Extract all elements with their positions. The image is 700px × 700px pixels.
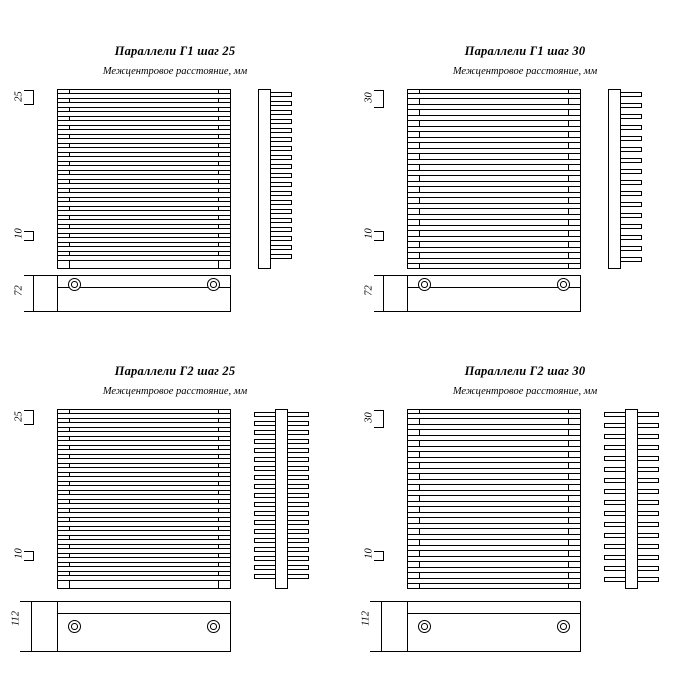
dimension-label: 10 xyxy=(13,228,25,239)
dimension-label: 112 xyxy=(360,611,372,626)
panel-subtitle: Межцентровое расстояние, мм xyxy=(102,386,248,397)
dimension-label: 30 xyxy=(363,412,375,423)
connector-circle xyxy=(418,620,431,633)
connector-circle xyxy=(68,278,81,291)
dimension-label: 112 xyxy=(10,611,22,626)
dimension-label: 10 xyxy=(363,228,375,239)
panel-title: Параллели Г1 шаг 30 xyxy=(464,44,586,58)
panel-subtitle: Межцентровое расстояние, мм xyxy=(102,66,248,77)
dimension-label: 30 xyxy=(363,92,375,103)
connector-circle xyxy=(418,278,431,291)
panel-g1-25 xyxy=(0,0,350,350)
front-view xyxy=(407,89,581,269)
plan-view xyxy=(407,601,581,651)
connector-circle xyxy=(557,278,570,291)
front-view xyxy=(57,89,231,269)
dimension-label: 72 xyxy=(13,285,25,296)
dimension-label: 10 xyxy=(13,548,25,559)
dimension-label: 72 xyxy=(363,285,375,296)
dimension-label: 25 xyxy=(13,91,25,102)
panel-subtitle: Межцентровое расстояние, мм xyxy=(452,386,598,397)
connector-circle xyxy=(68,620,81,633)
front-view xyxy=(407,409,581,589)
dimension-label: 10 xyxy=(363,548,375,559)
plan-view xyxy=(57,601,231,651)
panel-g2-25 xyxy=(0,350,350,700)
panel-g2-30 xyxy=(350,350,700,700)
panel-title: Параллели Г2 шаг 25 xyxy=(114,364,236,378)
front-view xyxy=(57,409,231,589)
plan-view xyxy=(57,275,231,311)
connector-circle xyxy=(557,620,570,633)
panel-g1-30 xyxy=(350,0,700,350)
dimension-label: 25 xyxy=(13,411,25,422)
panel-title: Параллели Г2 шаг 30 xyxy=(464,364,586,378)
connector-circle xyxy=(207,620,220,633)
panel-subtitle: Межцентровое расстояние, мм xyxy=(452,66,598,77)
panel-title: Параллели Г1 шаг 25 xyxy=(114,44,236,58)
connector-circle xyxy=(207,278,220,291)
plan-view xyxy=(407,275,581,311)
